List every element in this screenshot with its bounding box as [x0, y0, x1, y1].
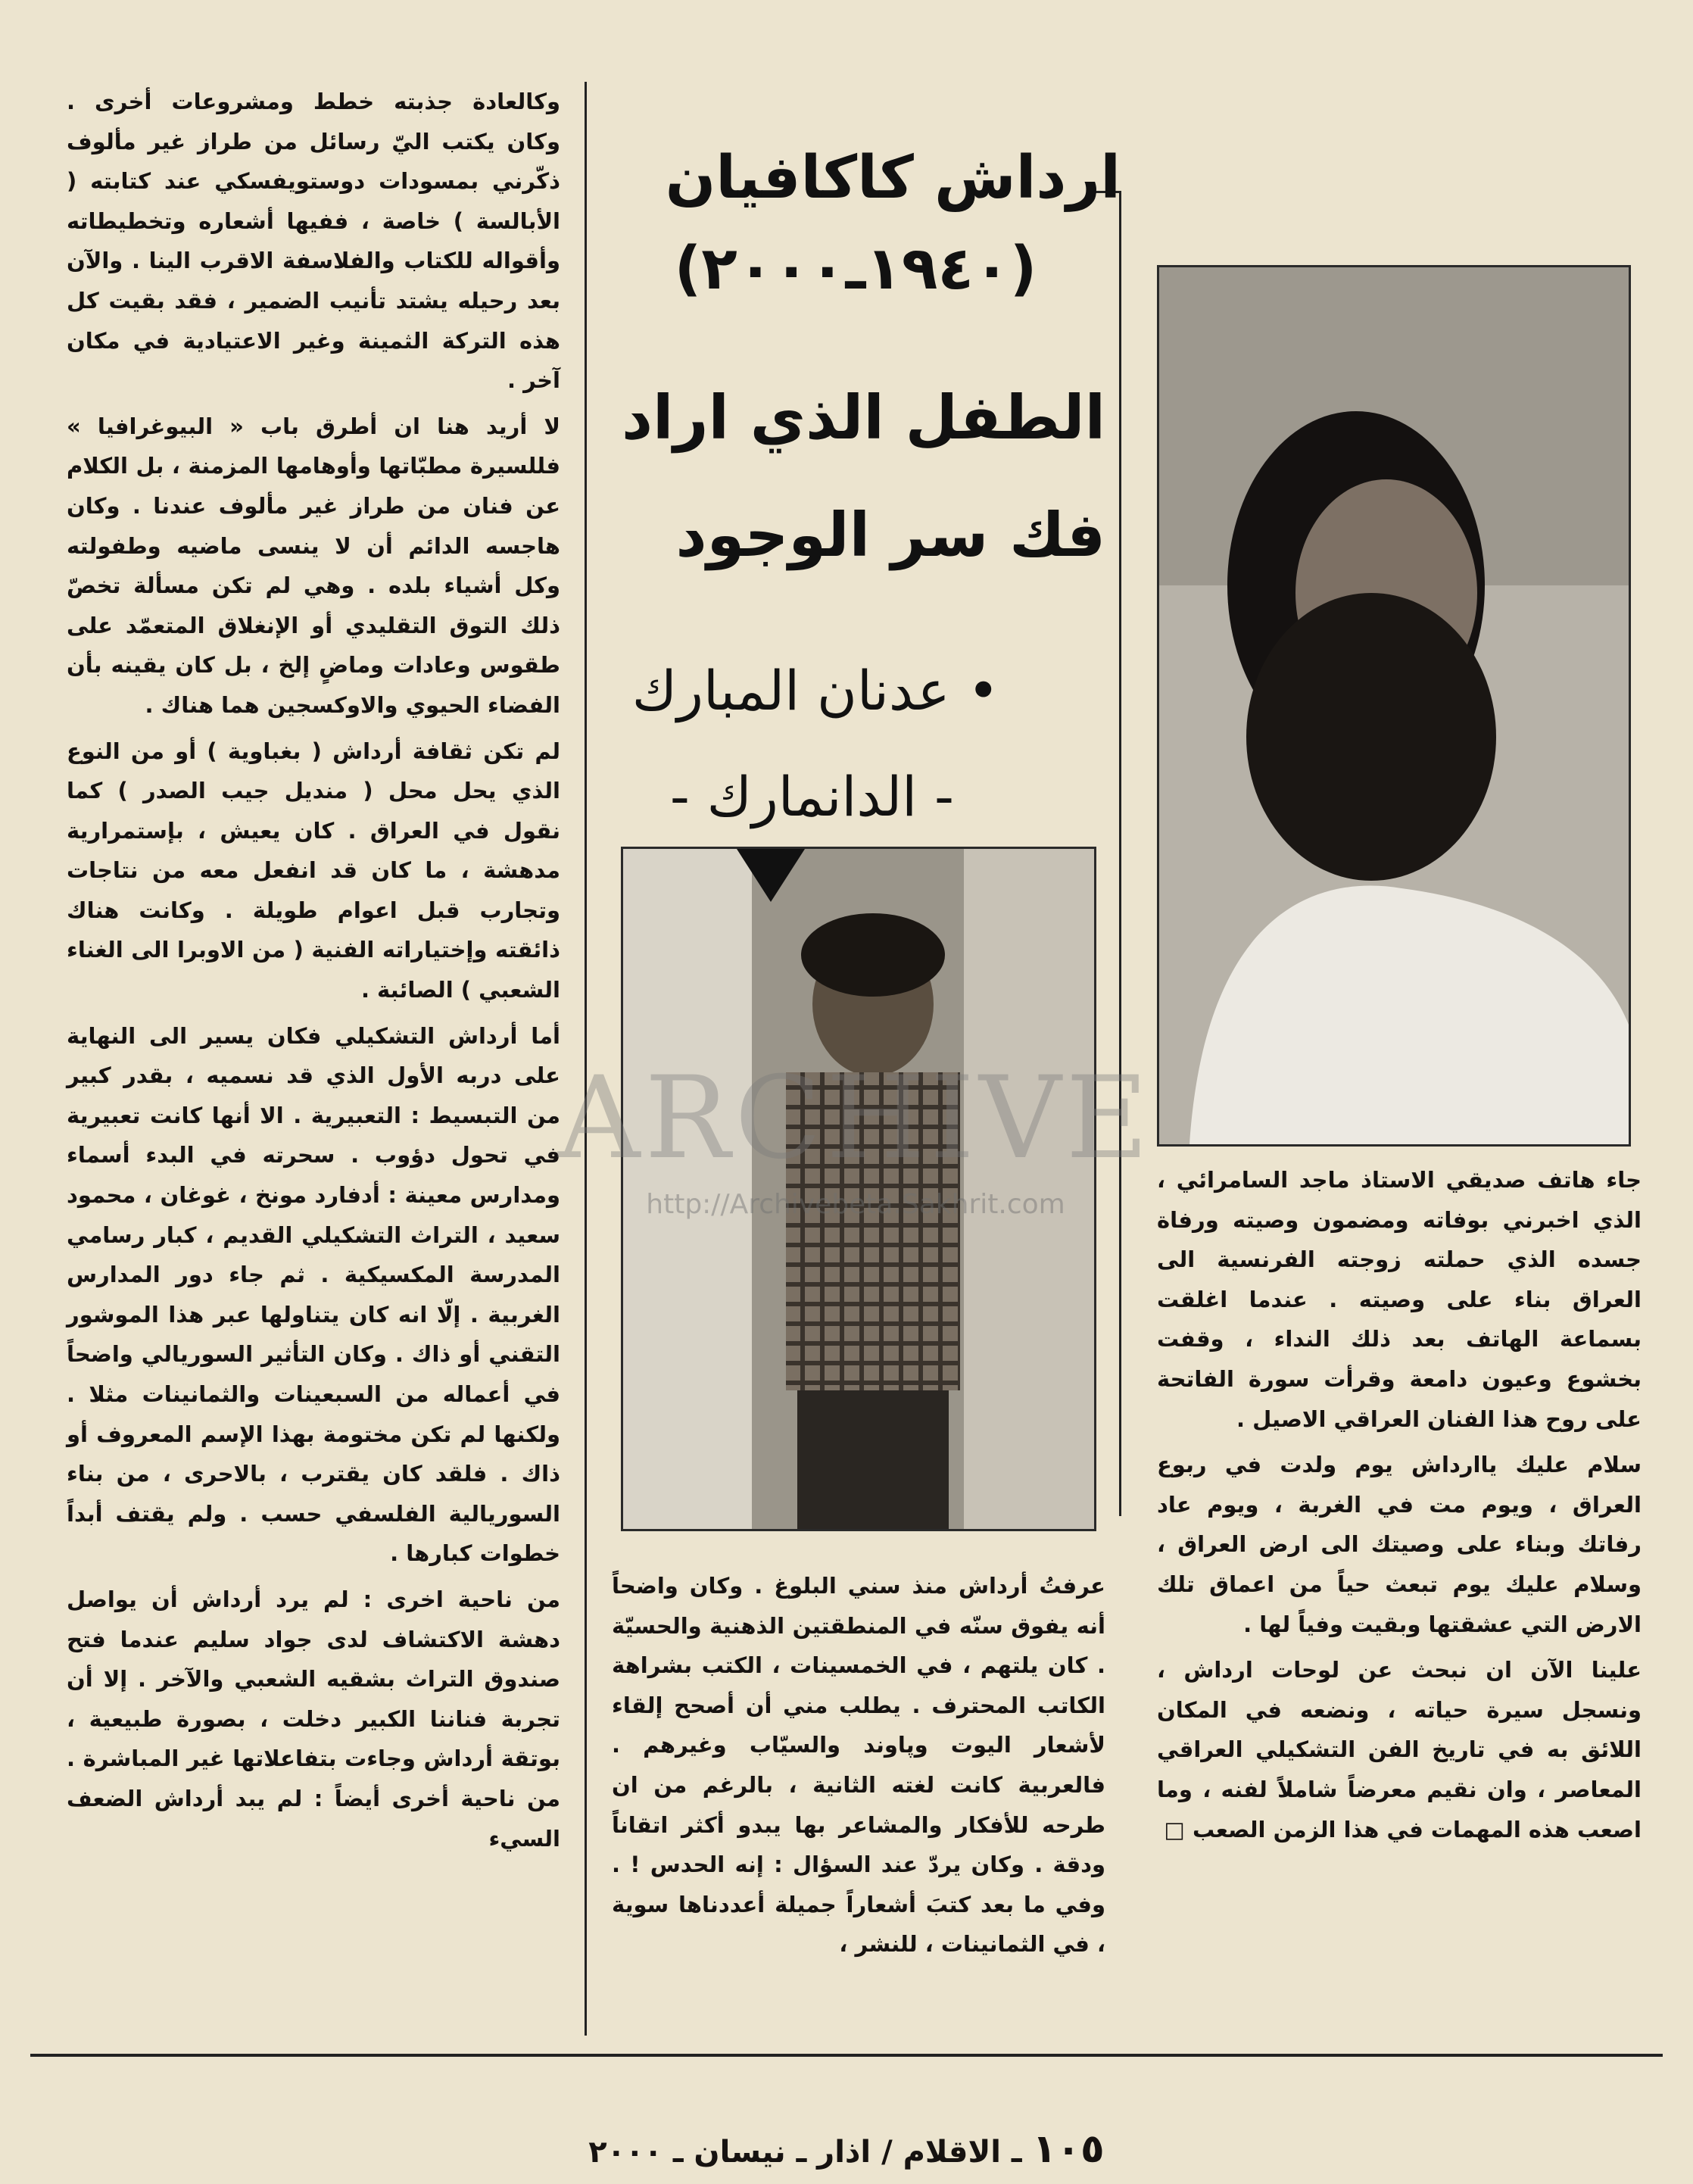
- magazine-issue: ـ الاقلام / اذار ـ نيسان ـ ٢٠٠٠: [588, 2135, 1022, 2170]
- archive-watermark-url: http://Archivebeta.Sakhrit.com: [646, 1189, 1065, 1220]
- column-divider: [1119, 191, 1121, 1516]
- page-footer: [0, 2126, 1693, 2172]
- paragraph: علينا الآن ان نبحث عن لوحات ارداش ، ونسجل سيرة حياته ، ونضعه في المكان اللائق به في تاريخ الفن التشكيلي العراقي المعاصر ، وان نقيم معرضاً شاملاً لفنه ، وما اصعب هذه المهمات في هذا الزمن الصعب □: [1157, 1657, 1642, 1842]
- paragraph: سلام عليك ياارداش يوم ولدت في ربوع العراق ، ويوم مت في الغربة ، ويوم عاد رفاتك وبناء على وصيتك الى ارض العراق ، وسلام عليك يوم تبعث حياً من اعماق تلك الارض التي عشقتها وبقيت وفياً لها .: [1157, 1452, 1642, 1637]
- paragraph: لم تكن ثقافة أرداش ( بغباوية ) أو من النوع الذي يحل محل ( منديل جيب الصدر ) كما نقول في العراق . كان يعيش ، بإستمرارية مدهشة ، ما كان قد انفعل معه من نتاجات وتجارب قبل اعوام طويلة . وكانت هناك ذائقته وإختياراته الفنية ( من الاوبرا الى الغناء الشعبي ) الصائبة .: [67, 738, 560, 1003]
- text-column-left: [67, 82, 560, 1864]
- paragraph: عرفتُ أرداش منذ سني البلوغ . وكان واضحاً أنه يفوق سنّه في المنطقتين الذهنية والحسيّة . كان يلتهم ، في الخمسينات ، الكتب بشراهة الكاتب المحترف . يطلب مني أن أصحح إلقاء لأشعار اليوت وپاوند والسيّاب وغيرهم . فالعربية كانت لغته الثانية ، بالرغم من ان طرحه للأفكار والمشاعر بها يبدو أكثر اتقاناً ودقة . وكان يردّ عند السؤال : إنه الحدس ! . وفي ما بعد كتبَ أشعاراً جميلة أعددناها سوية ، في الثمانينات ، للنشر ،: [612, 1573, 1105, 1958]
- footer-rule: [30, 2054, 1663, 2057]
- page-number: ١٠٥: [1032, 2126, 1105, 2172]
- paragraph: لا أريد هنا ان أطرق باب « البيوغرافيا » فللسيرة مطبّاتها وأوهامها المزمنة ، بل الكلام عن فنان من طراز غير مألوف عندنا . وكان هاجسه الدائم أن لا ينسى ماضيه وطفولته وكل أشياء بلده . وهي لم تكن مسألة تخصّ ذلك التوق التقليدي أو الإنغلاق المتعمّد على طقوس وعادات وماضٍ إلخ ، بل كان يقينه بأن الفضاء الحيوي والاوكسجين هما هناك .: [67, 413, 560, 718]
- bearded-man-portrait-image: [1159, 267, 1629, 1144]
- paragraph: أما أرداش التشكيلي فكان يسير الى النهاية على دربه الأول الذي قد نسميه ، بقدر كبير من التبسيط : التعبيرية . الا أنها كانت تعبيرية في تحول دؤوب . سحرته في البدء أسماء ومدارس معينة : أدفارد مونخ ، غوغان ، محمود سعيد ، التراث التشكيلي القديم ، كبار رسامي المدرسة المكسيكية . ثم جاء دور المدارس الغربية . إلّا انه كان يتناولها عبر هذا الموشور التقني أو ذاك . وكان التأثير السوريالي واضحاً في أعماله من السبعينات والثمانينات مثلا . ولكنها لم تكن مختومة بهذا الإسم المعروف أو ذاك . فلقد كان يقترب ، بالاحرى ، من بناء السوريالية الفلسفي حسب . ولم يقتف أبداً خطوات كبارها .: [67, 1022, 560, 1567]
- archive-watermark: ARCHIVE: [558, 1053, 1153, 1184]
- text-column-right: [1157, 1160, 1642, 1855]
- article-dates: (١٩٤٠ـ٢٠٠٠): [674, 235, 1037, 303]
- portrait-photo: [1157, 265, 1631, 1147]
- article-subtitle: فك سر الوجود: [675, 500, 1105, 570]
- paragraph: من ناحية اخرى : لم يرد أرداش أن يواصل دهشة الاكتشاف لدى جواد سليم عندما فتح صندوق التراث بشقيه الشعبي والآخر . إلا أن تجربة فناننا الكبير دخلت ، بصورة طبيعية ، بوتقة أرداش وجاءت بتفاعلاتها غير المباشرة . من ناحية أخرى أيضاً : لم يبد أرداش الضعف السيء: [67, 1586, 560, 1852]
- paragraph: وكالعادة جذبته خطط ومشروعات أخرى . وكان يكتب اليّ رسائل من طراز غير مألوف ذكّرني بمسودات دوستويفسكي عند كتابته ( الأبالسة ) خاصة ، ففيها أشعاره وتخطيطاته وأقواله للكتاب والفلاسفة الاقرب الينا . والآن بعد رحيله يشتد تأنيب الضمير ، فقد بقيت كل هذه التركة الثمينة وغير الاعتيادية في مكان آخر .: [67, 89, 560, 394]
- article-title: ارداش كاكافيان: [665, 144, 1121, 212]
- author-location: - الدانمارك -: [669, 765, 954, 828]
- author-name: • عدنان المبارك: [631, 659, 999, 722]
- article-subtitle: الطفل الذي اراد: [621, 382, 1105, 453]
- text-column-middle: [612, 1566, 1105, 1970]
- paragraph: جاء هاتف صديقي الاستاذ ماجد السامرائي ، الذي اخبرني بوفاته ومضمون وصيته ورفاة جسده الذي حملته زوجته الفرنسية الى العراق بناء على وصيته . عندما اغلقت بسماعة الهاتف بعد ذلك النداء ، وقفت بخشوع وعيون دامعة وقرأت سورة الفاتحة على روح هذا الفنان العراقي الاصيل .: [1157, 1167, 1642, 1432]
